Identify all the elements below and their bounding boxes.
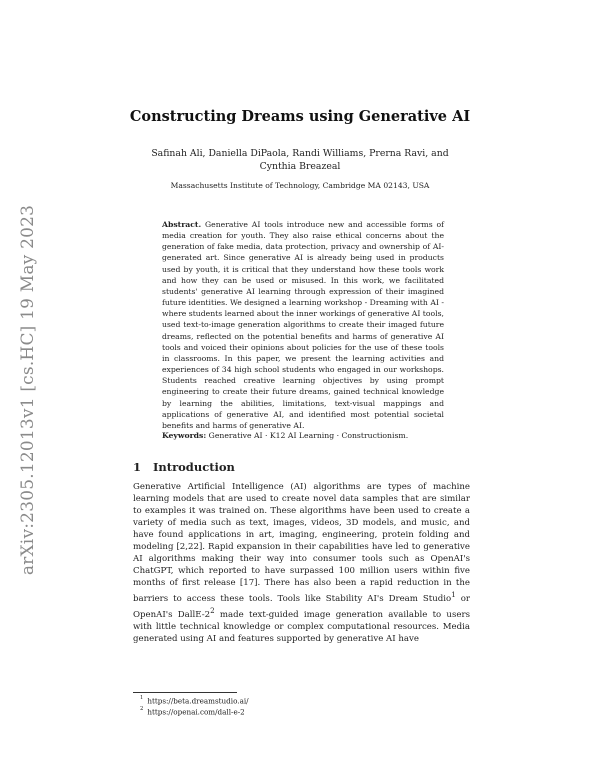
- footnote-link[interactable]: https://openai.com/dall-e-2: [147, 707, 245, 717]
- section-heading: [133, 460, 235, 474]
- affiliation: Massachusetts Institute of Technology, Cambridge MA 02143, USA: [170, 181, 430, 190]
- intro-paragraph: [133, 481, 470, 645]
- footnote-ref-1: 1: [451, 590, 456, 599]
- arxiv-stamp: [18, 200, 38, 580]
- section-number: 1: [133, 460, 142, 474]
- abstract-label: Abstract.: [162, 220, 202, 229]
- abstract-text: Generative AI tools introduce new and accessible forms of media creation for youth. They also raise ethical concerns about the generation of fake media, data protection, privacy and ownership of AI-generated art. Since generative AI is already being used in products used by youth, it is critical that they understand how these tools work and how they can be used or misused. In this work, we facilitated students' generative AI learning through expression of their imagined future identities. We designed a learning workshop - Dreaming with AI - where students learned about the inner workings of generative AI tools, used text-to-image generation algorithms to create their imaged future dreams, reflected on the potential benefits and harms of generative AI tools and voiced their opinions about policies for the use of these tools in classrooms. In this paper, we present the learning activities and experiences of 34 high school students who engaged in our workshops. Students reached creative learning objectives by using prompt engineering to create their future dreams, gained technical knowledge by learning the abilities, limitations, text-visual mappings and applications of generative AI, and identified most potential societal benefits and harms of generative AI.: [162, 220, 444, 430]
- body-text-part-2: or OpenAI's DallE-2: [133, 593, 471, 620]
- paper-title: Constructing Dreams using Generative AI: [129, 108, 471, 125]
- abstract: [162, 219, 444, 431]
- footnote-link[interactable]: https://beta.dreamstudio.ai/: [147, 696, 249, 706]
- footnote-mark: 1: [140, 695, 144, 701]
- footnote-mark: 2: [140, 706, 144, 712]
- footnote-2: [140, 707, 245, 716]
- body-text-part-1: Generative Artificial Intelligence (AI) algorithms are types of machine learning models that are used to create novel data samples that are similar to examples it was trained on. These algorithms have been used to create a variety of media such as text, images, videos, 3D models, and music, and have found applications in art, imaging, engineering, protein folding and modeling [2,22]. Rapid expansion in their capabilities have led to generative AI algorithms making their way into consumer tools such as OpenAI's ChatGPT, which reported to have surpassed 100 million users within five months of first release [17]. There has also been a rapid reduction in the barriers to access these tools. Tools like Stability AI's Dream Studio: [133, 482, 470, 604]
- keywords: [162, 431, 462, 440]
- arxiv-identifier: arXiv:2305.12013v1 [cs.HC] 19 May 2023: [18, 204, 38, 576]
- keywords-label: Keywords:: [162, 431, 207, 440]
- author-list: Safinah Ali, Daniella DiPaola, Randi Williams, Prerna Ravi, and Cynthia Breazeal: [151, 148, 449, 172]
- body-text-part-3: made text-guided image generation available to users with little technical knowledge or complex computational resources. Media generated using AI and features supported by generative AI have: [133, 609, 470, 644]
- footnote-ref-2: 2: [210, 605, 215, 615]
- section-title: Introduction: [153, 460, 235, 474]
- footnote-1: [140, 696, 249, 705]
- footnote-rule: [133, 692, 237, 693]
- keywords-text: Generative AI · K12 AI Learning · Constructionism.: [208, 431, 409, 440]
